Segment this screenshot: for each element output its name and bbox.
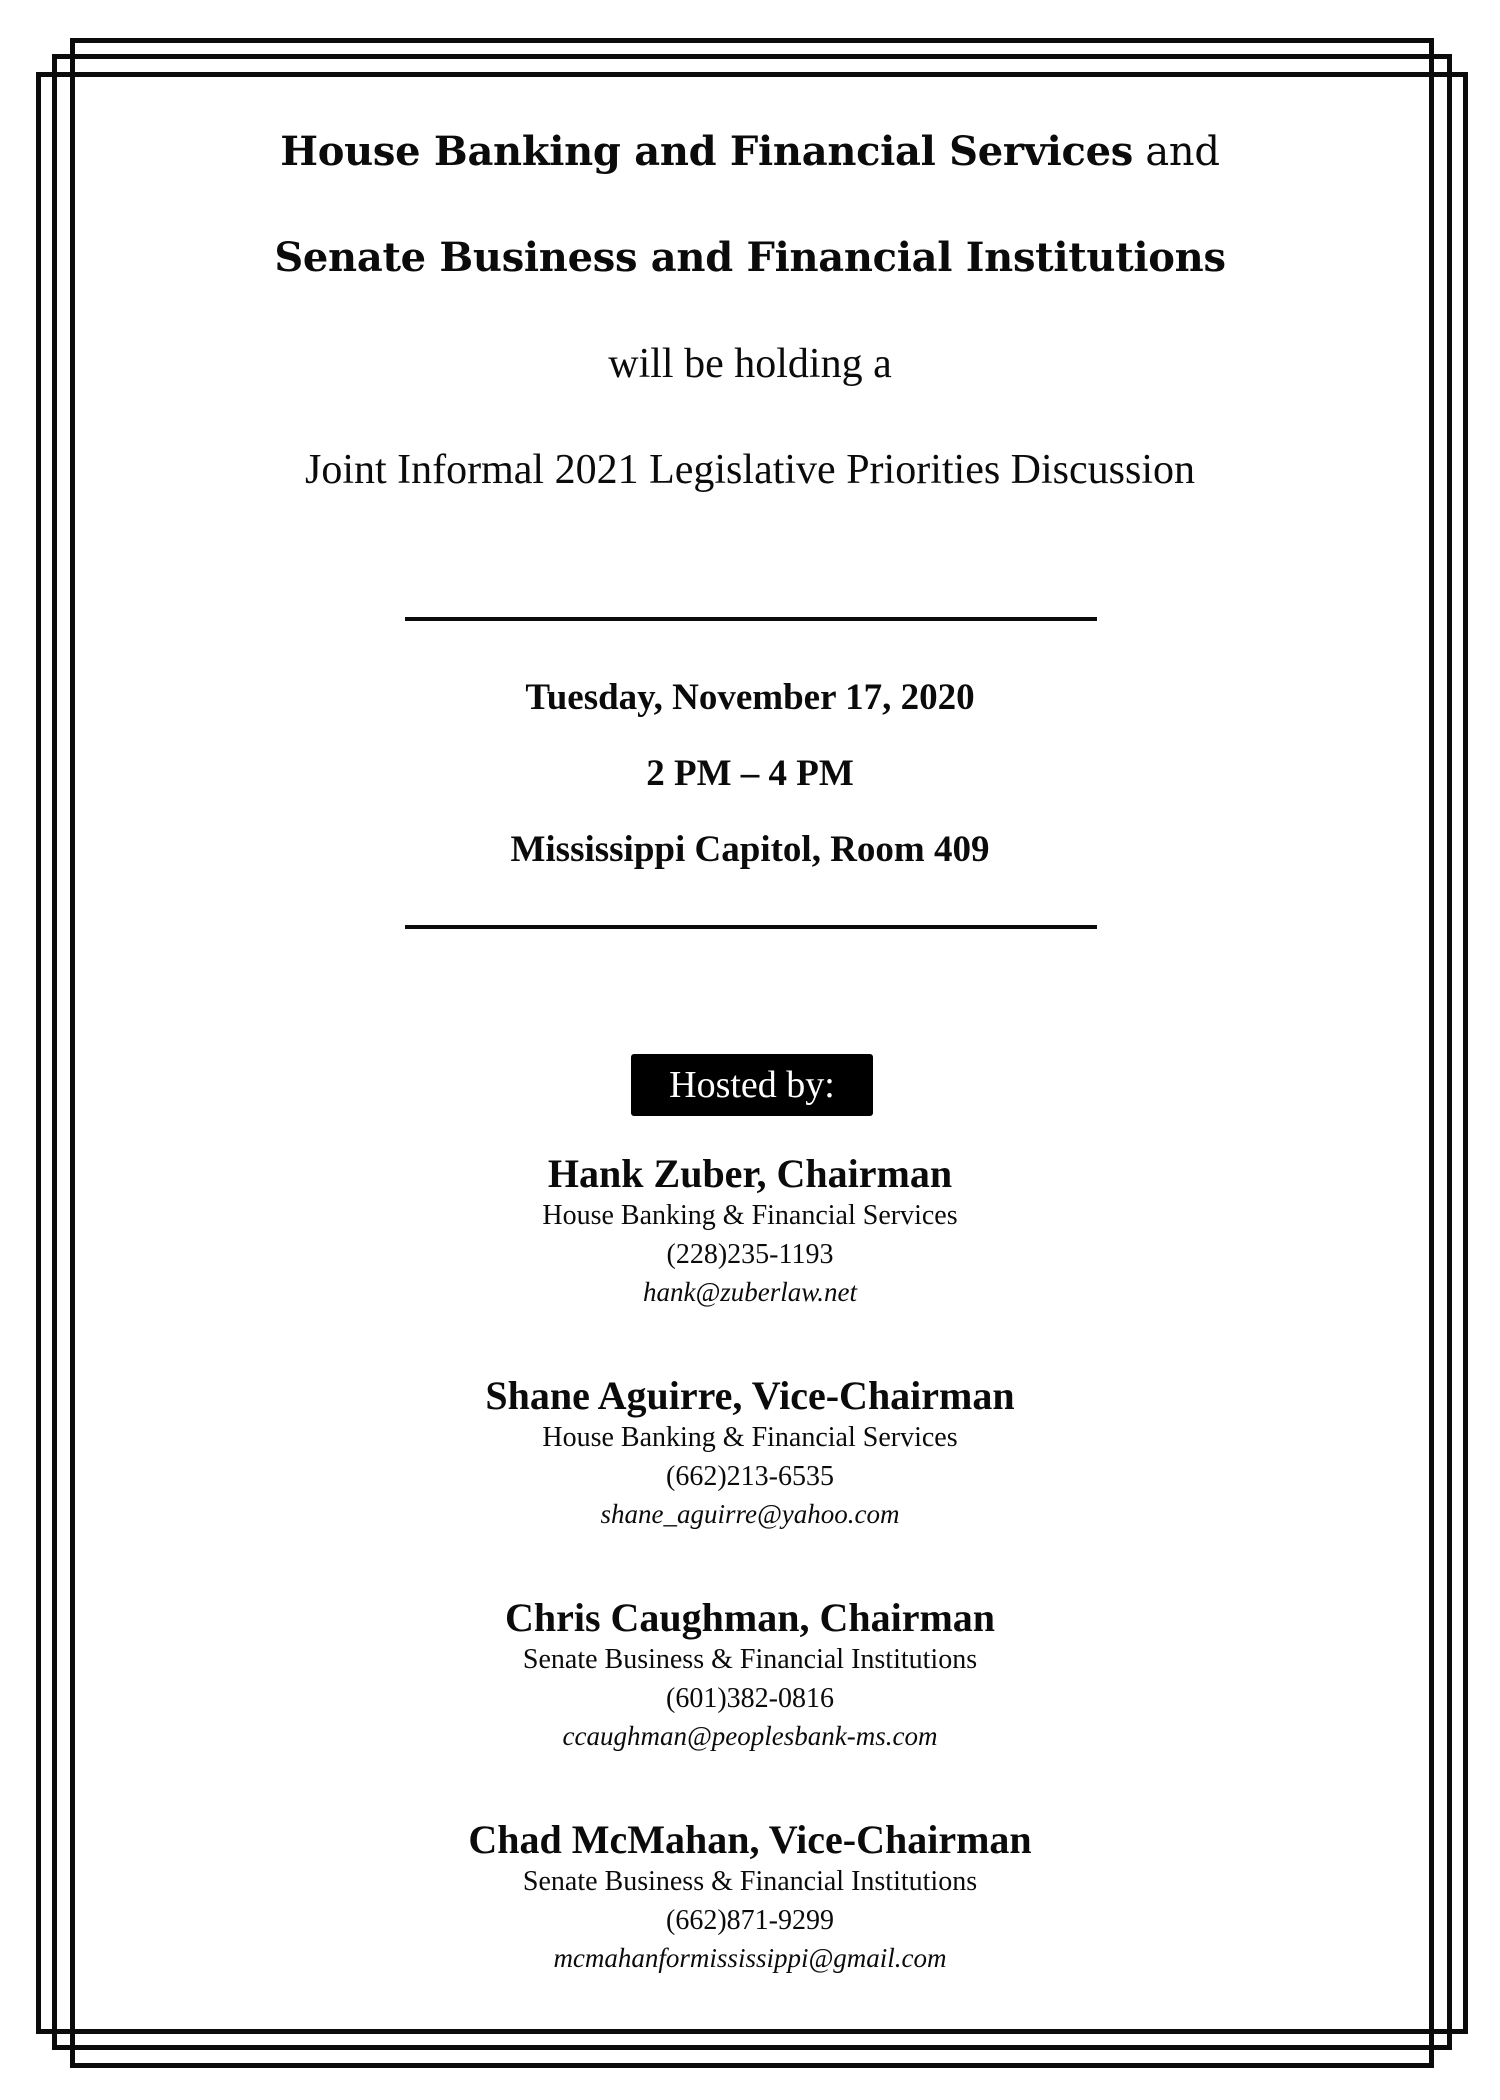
host-3-email: ccaughman@peoplesbank-ms.com bbox=[562, 1721, 938, 1751]
host-3-name: Chris Caughman, Chairman bbox=[504, 1595, 996, 1640]
bottom-divider bbox=[405, 925, 1097, 929]
host-3-committee: Senate Business & Financial Institutions bbox=[522, 1644, 978, 1675]
hosted-by-badge: Hosted by: bbox=[631, 1054, 873, 1116]
host-3-phone: (601)382-0816 bbox=[666, 1683, 834, 1714]
host-2-phone: (662)213-6535 bbox=[666, 1461, 834, 1492]
host-4-email: mcmahanformississippi@gmail.com bbox=[553, 1943, 947, 1973]
host-1-committee: House Banking & Financial Services bbox=[542, 1200, 958, 1231]
host-4-committee: Senate Business & Financial Institutions bbox=[522, 1866, 978, 1897]
host-1-name: Hank Zuber, Chairman bbox=[547, 1151, 953, 1196]
header-and: and bbox=[1132, 129, 1220, 175]
event-location: Mississippi Capitol, Room 409 bbox=[510, 829, 990, 870]
host-4-name: Chad McMahan, Vice-Chairman bbox=[468, 1817, 1032, 1862]
header-line-3: will be holding a bbox=[608, 341, 892, 387]
top-divider bbox=[405, 617, 1097, 621]
event-time: 2 PM – 4 PM bbox=[646, 753, 854, 794]
host-2-committee: House Banking & Financial Services bbox=[542, 1422, 958, 1453]
host-2-name: Shane Aguirre, Vice-Chairman bbox=[485, 1373, 1015, 1418]
header-line-1 bbox=[0, 128, 1500, 175]
host-1-email: hank@zuberlaw.net bbox=[642, 1277, 858, 1307]
host-4-phone: (662)871-9299 bbox=[666, 1905, 834, 1936]
event-date: Tuesday, November 17, 2020 bbox=[525, 677, 975, 718]
event-title: Joint Informal 2021 Legislative Priorities Discussion bbox=[304, 447, 1196, 493]
host-1-phone: (228)235-1193 bbox=[666, 1239, 834, 1270]
senate-committee-title: Senate Business and Financial Institutions bbox=[274, 234, 1226, 281]
house-committee-title: House Banking and Financial Services bbox=[280, 128, 1133, 175]
host-2-email: shane_aguirre@yahoo.com bbox=[600, 1499, 900, 1529]
